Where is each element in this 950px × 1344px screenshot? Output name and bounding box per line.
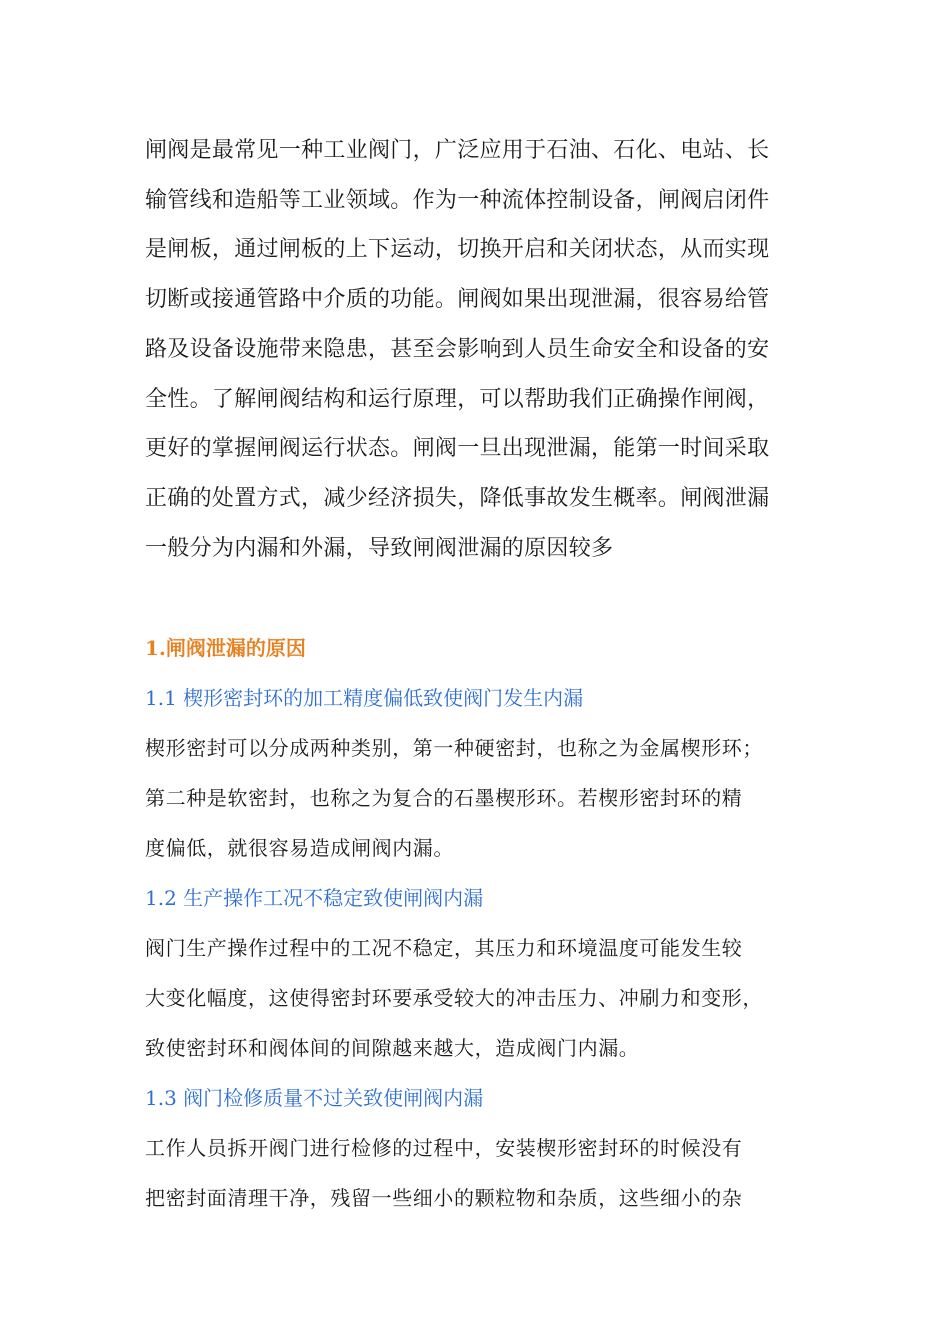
paragraph-line: 正确的处置方式，减少经济损失，降低事故发生概率。闸阀泄漏 [145,485,770,511]
intro-paragraph [145,126,805,573]
paragraph-line: 致使密封环和阀体间的间隙越来越大，造成阀门内漏。 [145,1036,640,1061]
paragraph-line: 一般分为内漏和外漏，导致闸阀泄漏的原因较多 [145,535,614,561]
paragraph-line: 第二种是软密封，也称之为复合的石墨楔形环。若楔形密封环的精 [145,786,743,811]
paragraph-line: 更好的掌握闸阀运行状态。闸阀一旦出现泄漏，能第一时间采取 [145,436,770,462]
document-content [145,126,805,1223]
paragraph-line: 闸阀是最常见一种工业阀门，广泛应用于石油、石化、电站、长 [145,138,770,163]
paragraph-line: 度偏低，就很容易造成闸阀内漏。 [145,836,454,861]
section-heading: 1.闸阀泄漏的原因 [145,636,306,661]
paragraph-line: 路及设备设施带来隐患，甚至会影响到人员生命安全和设备的安 [145,336,770,362]
paragraph-line: 工作人员拆开阀门进行检修的过程中，安装楔形密封环的时候没有 [145,1136,743,1161]
paragraph-line: 阀门生产操作过程中的工况不稳定，其压力和环境温度可能发生较 [145,936,743,961]
paragraph-line: 全性。了解闸阀结构和运行原理，可以帮助我们正确操作闸阀， [145,386,770,412]
subsection-body [145,723,805,873]
paragraph-line: 大变化幅度，这使得密封环要承受较大的冲击压力、冲刷力和变形， [145,986,763,1011]
subsection-heading: 1.1 楔形密封环的加工精度偏低致使阀门发生内漏 [145,686,584,711]
subsection-heading: 1.3 阀门检修质量不过关致使闸阀内漏 [145,1086,484,1111]
subsection-body [145,1123,805,1223]
paragraph-line: 切断或接通管路中介质的功能。闸阀如果出现泄漏，很容易给管 [145,287,770,313]
paragraph-line: 输管线和造船等工业领域。作为一种流体控制设备，闸阀启闭件 [145,187,770,213]
paragraph-line: 是闸板，通过闸板的上下运动，切换开启和关闭状态，从而实现 [145,237,770,263]
paragraph-line: 楔形密封可以分成两种类别，第一种硬密封，也称之为金属楔形环； [145,736,763,761]
subsection-heading: 1.2 生产操作工况不稳定致使闸阀内漏 [145,886,484,911]
paragraph-line: 把密封面清理干净，残留一些细小的颗粒物和杂质，这些细小的杂 [145,1186,743,1211]
subsection-body [145,923,805,1073]
